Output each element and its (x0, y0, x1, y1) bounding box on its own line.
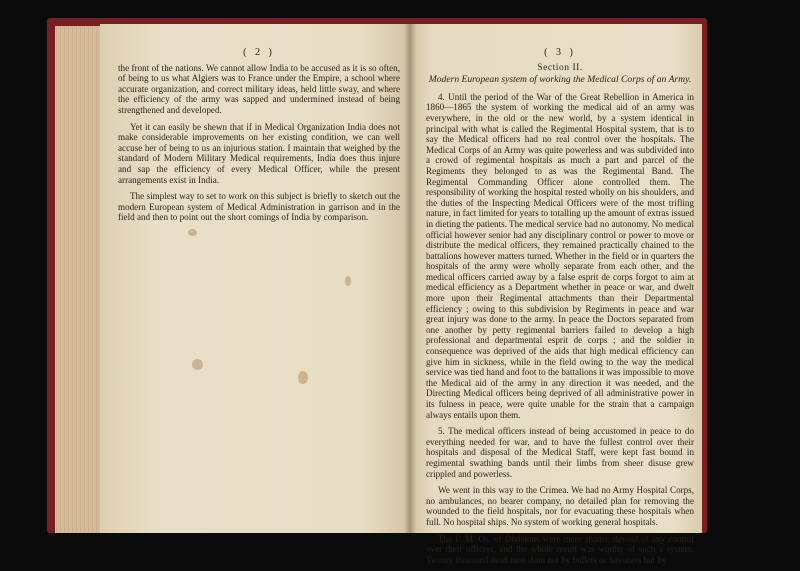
right-paragraph: We went in this way to the Crimea. We had no Army Hospital Corps, no ambulances, no bearer company, no detailed plan for removing the wounded to the field hospitals, nor for evacuating these hospitals when full. No hospital ships. No system of working general hospitals. (426, 485, 694, 527)
section-heading: Modern European system of working the Medical Corps of an Army. (428, 74, 692, 86)
right-page-number: ( 3 ) (544, 47, 576, 58)
left-paragraph: The simplest way to set to work on this subject is briefly to sketch out the modern European system of Medical Administration in garrison and in the field and then to point out the short comings of India by comparison. (118, 191, 400, 223)
right-paragraph: The P. M. Os. of Divisions were mere shams, devoid of any control over their officers, and the whole result was worthy of such a system. Twenty thousand dead men slain not by bullets or bayonets but by (426, 533, 694, 565)
right-page-text (426, 48, 694, 571)
foxing-stain (192, 359, 203, 370)
right-paragraph: 4. Until the period of the War of the Great Rebellion in America in 1860—1865 the system of working the medical aid of an army was everywhere, in the old or the new world, by a system identical in principal with what is called the Regimental Hospital system, that is to say the Medical officers had no real control over the hospitals. The Medical Corps of an Army was quite powerless and was subdivided into a crowd of regimental hospitals as much a part and parcel of the Regiments they belonged to as was the Regimental Band. The Regimental Commanding Officer alone controlled them. The responsibility of working the hospital rested wholly on his shoulders, and the duties of the Inspecting Medical Officers were of the most trifling nature, in fact limited for years to totalling up the amount of extras issued in dieting the patients. The medical service had no autonomy. No medical official however senior had any disciplinary control or power to move or distribute the medical officers, they remained practically chained to the battalions however matters turned. Whether in the field or in quarters the hospitals of the army were wholly separate from each other, and the medical officers carried away by a false esprit de corps forgot to aim at medical efficiency as a Department whether in peace or war, and dwelt more upon their Regimental attachments than their Departmental efficiency ; owing to this subdivision by Regiments in peace and war great injury was done to the army. In peace the Doctors separated from one another by petty regimental barriers failed to develop a high professional and departmental esprit de corps ; and the soldier in consequence was deprived of the aids that high medical efficiency can give him in sickness, while in the field owing to the way the medical service was tied hand and foot to the battalions it was impossible to move the Medical aid of the army in any direction it was needed, and the Directing Medical officers being deprived of all administrative power in its fulness in peace, were quite unable for the strain that a campaign always entails upon them. (426, 91, 694, 420)
section-title: Section II. (537, 61, 583, 73)
left-paragraph: the front of the nations. We cannot allow India to be accused as it is so often, of being to us what Algiers was to France under the Empire, a school where accurate organization, and correct military ideas, held little sway, and where the efficiency of the army was sapped and undermined instead of being strengthened and developed. (118, 62, 400, 115)
foxing-stain (188, 229, 197, 236)
left-page-number: ( 2 ) (243, 47, 275, 58)
right-paragraph: 5. The medical officers instead of being accustomed in peace to do everything needed for war, and to have the fullest control over their hospitals and disposal of the Medical Staff, were kept fast bound in regimental swathing bands until their limbs from sheer disuse grew crippled and powerless. (426, 426, 694, 479)
foxing-stain (298, 371, 308, 384)
left-paragraph: Yet it can easily be shewn that if in Medical Organization India does not make considerable improvements on her existing condition, we can well accuse her of being to us an injurious station. I maintain that weighed by the standard of Modern Military Medical requirements, India does thus injure and sap the efficiency of every Medical Officer, while the present arrangements exist in India. (118, 121, 400, 185)
page-edges (55, 26, 103, 533)
foxing-stain (345, 276, 351, 286)
left-page-text (118, 48, 400, 229)
right-page (410, 24, 702, 565)
left-page (100, 24, 410, 533)
book-gutter (404, 24, 416, 533)
